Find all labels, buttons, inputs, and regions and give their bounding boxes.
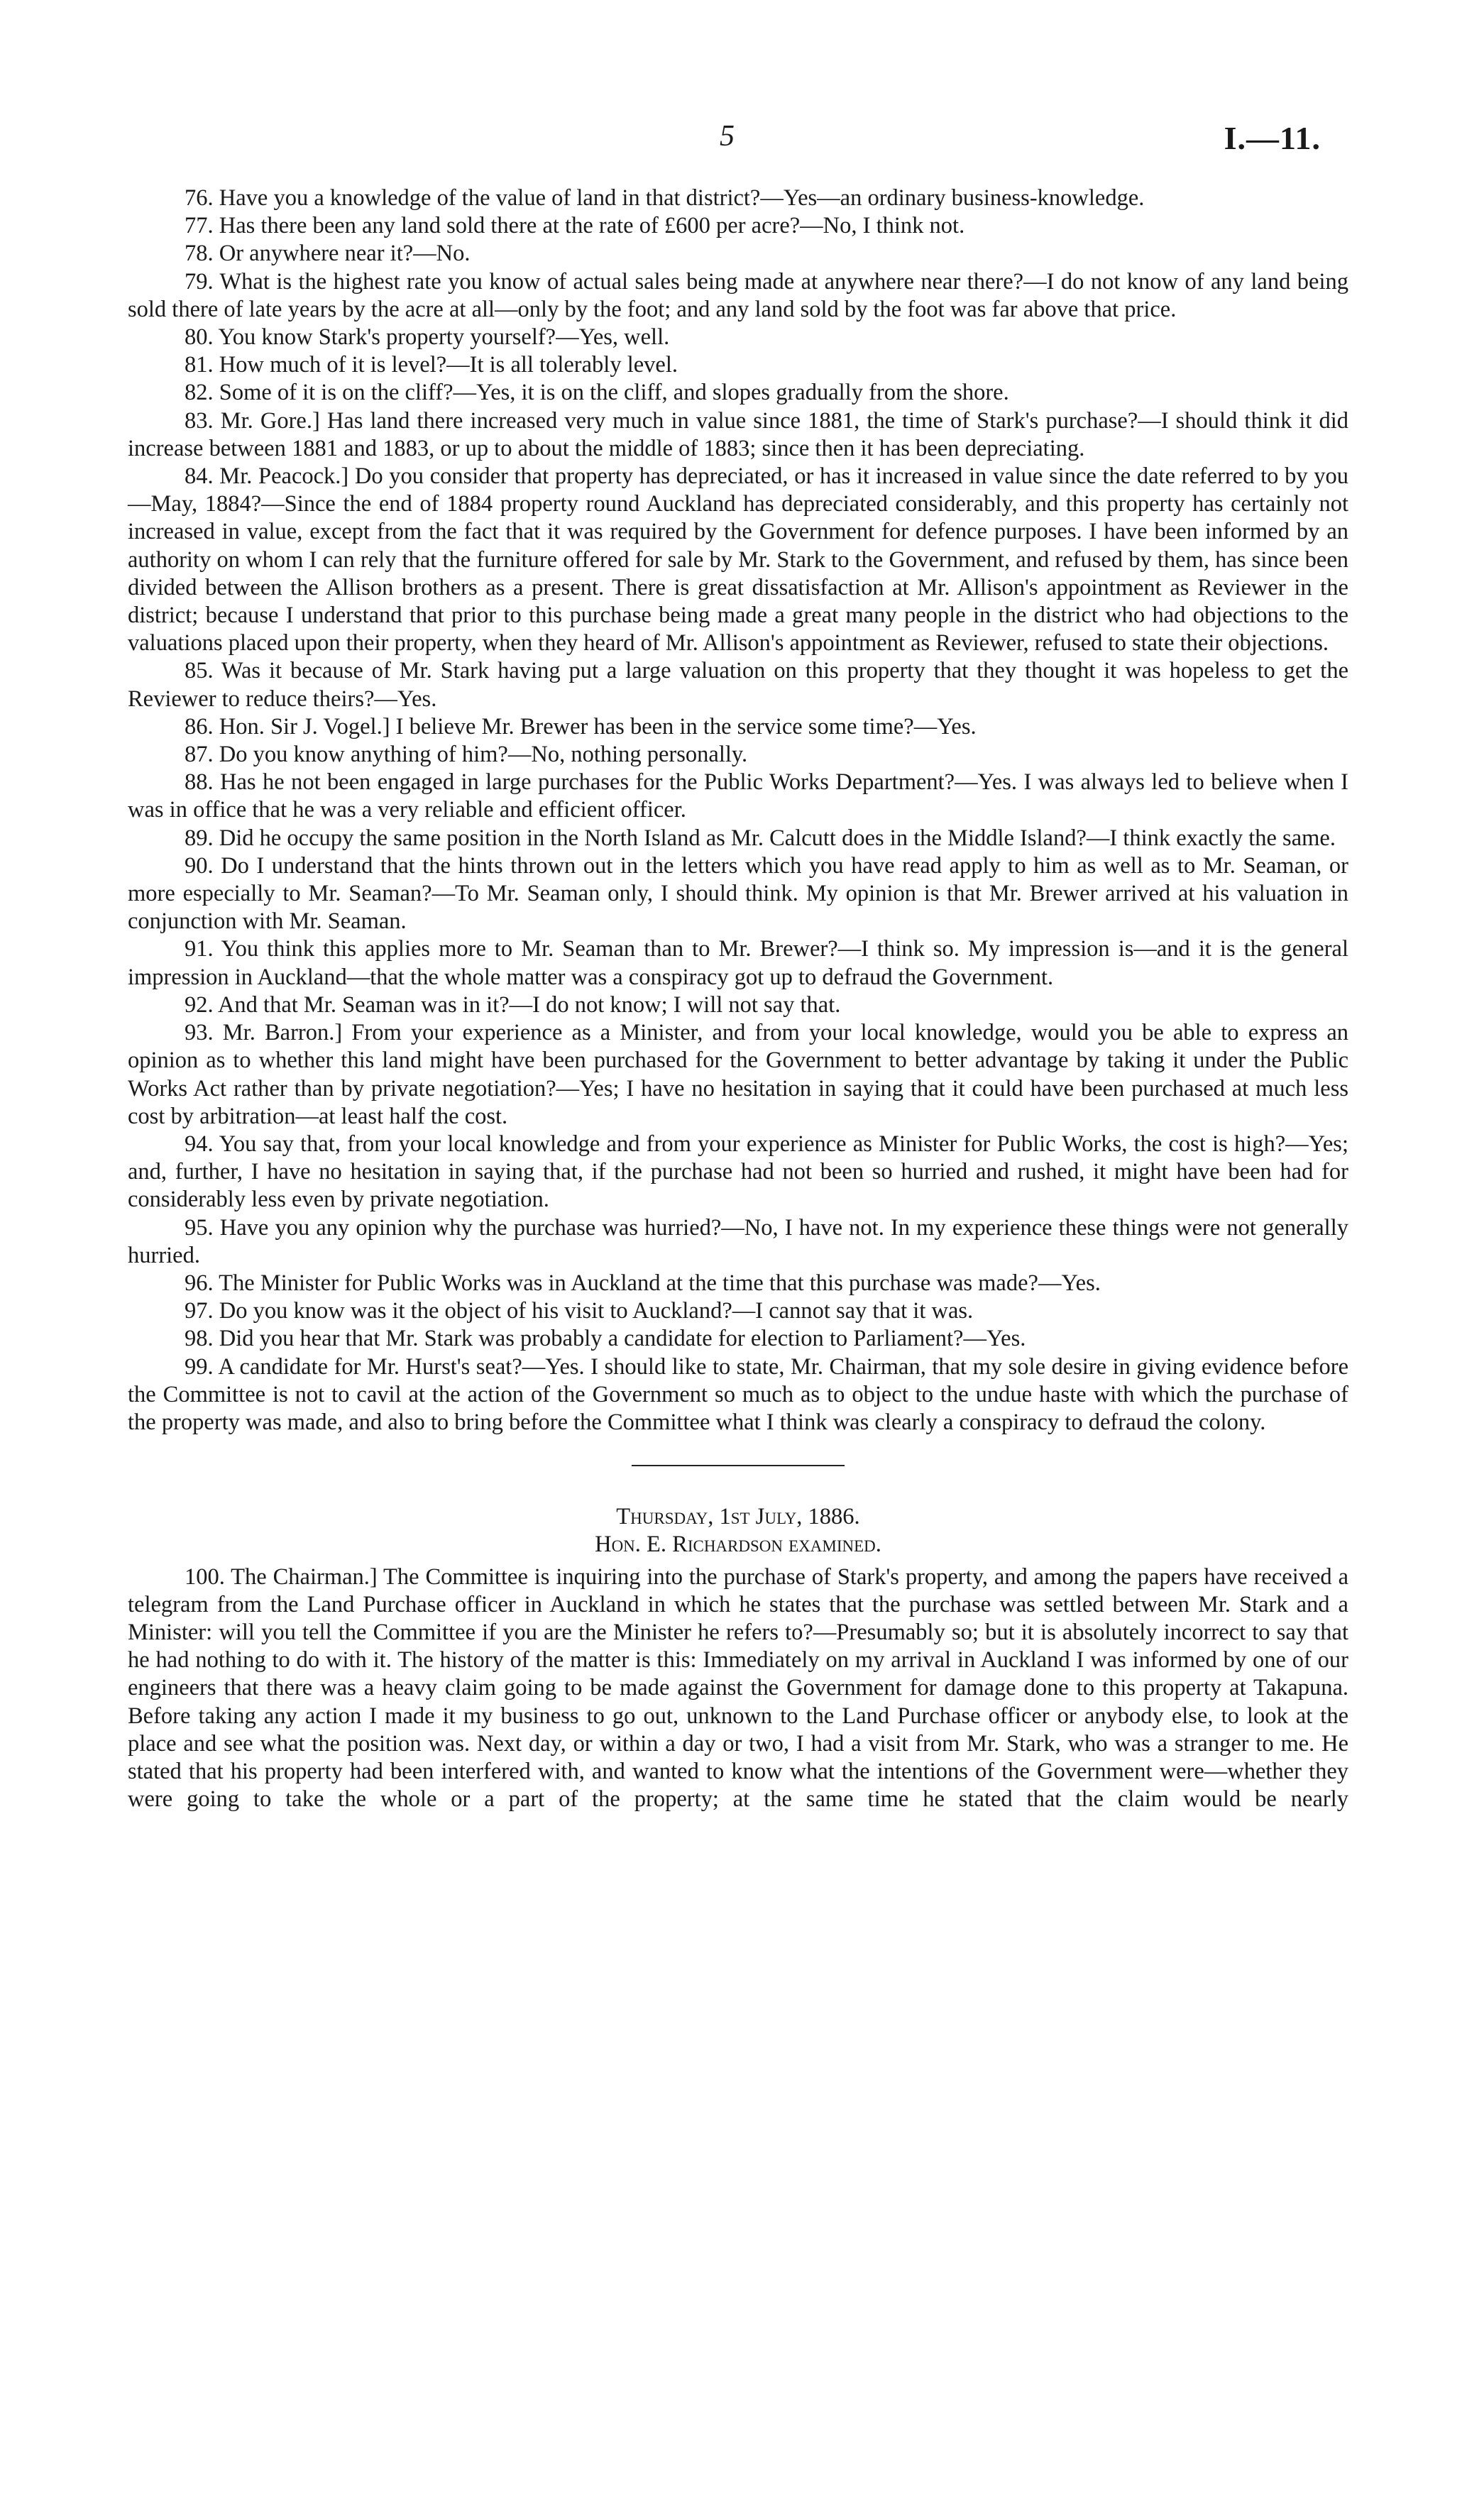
question-97: 97. Do you know was it the object of his visit to Auckland?—I cannot say that it was. [185,1298,974,1324]
question-98: 98. Did you hear that Mr. Stark was probably a candidate for election to Parliament?—Yes. [185,1326,1026,1352]
question-91: 91. You think this applies more to Mr. Seaman than to Mr. Brewer?—I think so. My impression is—and it is the general impression in Auckland—that the whole matter was a conspiracy got up to defraud the Government. [128,936,1348,990]
page-number: 5 [720,120,735,153]
question-94: 94. You say that, from your local knowledge and from your experience as Minister for Public Works, the cost is high?—Yes; and, further, I have no hesitation in saying that, if the purchase had not been so hurried and rushed, it might have been had for considerably less even by private negotiation. [128,1131,1348,1213]
question-87: 87. Do you know anything of him?—No, nothing personally. [185,742,748,768]
question-88: 88. Has he not been engaged in large purchases for the Public Works Department?—Yes. I was always led to believe when I was in office that he was a very reliable and efficient officer. [128,769,1348,823]
question-95: 95. Have you any opinion why the purchase was hurried?—No, I have not. In my experience these things were not generally hurried. [128,1214,1348,1268]
document-reference: I.—11. [1224,120,1321,156]
question-76: 76. Have you a knowledge of the value of land in that district?—Yes—an ordinary business-knowledge. [185,185,1145,211]
question-99: 99. A candidate for Mr. Hurst's seat?—Yes. I should like to state, Mr. Chairman, that my sole desire in giving evidence before the Committee is not to cavil at the action of the Government so much as to object to the undue haste with which the purchase of the property was made, and also to bring before the Committee what I think was clearly a conspiracy to defraud the colony. [128,1353,1348,1435]
question-80: 80. You know Stark's property yourself?—Yes, well. [185,324,670,351]
question-92: 92. And that Mr. Seaman was in it?—I do not know; I will not say that. [185,991,841,1018]
question-79: 79. What is the highest rate you know of actual sales being made at anywhere near there?—I do not know of any land being sold there of late years by the acre at all—only by the foot; and any land sold by the foot was far above that price. [128,268,1348,322]
section-divider [632,1465,845,1466]
question-100: 100. The Chairman.] The Committee is inquiring into the purchase of Stark's property, and among the papers have received a telegram from the Land Purchase officer in Auckland in which he states that the purchase was settled between Mr. Stark and a Minister: will you tell the Committee if you are the Minister he refers to?—Presumably so; but it is absolutely incorrect to say that he had nothing to do with it. The history of the matter is this: Immediately on my arrival in Auckland I was informed by one of our engineers that there was a heavy claim going to be made against the Government for damage done to this property at Takapuna. Before taking any action I made it my business to go out, unknown to the Land Purchase officer or anybody else, to look at the place and see what the position was. Next day, or within a day or two, I had a visit from Mr. Stark, who was a stranger to me. He stated that his property had been interfered with, and wanted to know what the intentions of the Government were—whether they were going to take the whole or a part of the property; at the same time he stated that the claim would be nearly [128,1563,1348,1813]
examined-heading: Hon. E. Richardson examined. [595,1532,881,1558]
question-81: 81. How much of it is level?—It is all tolerably level. [185,352,678,378]
question-93: 93. Mr. Barron.] From your experience as a Minister, and from your local knowledge, would you be able to express an opinion as to whether this land might have been purchased for the Government to better advantage by taking it under the Public Works Act rather than by private negotiation?—Yes; I have no hesitation in saying that it could have been purchased at much less cost by arbitration—at least half the cost. [128,1020,1348,1129]
evidence-body [128,185,1348,1813]
question-84: 84. Mr. Peacock.] Do you consider that property has depreciated, or has it increased in value since the date referred to by you—May, 1884?—Since the end of 1884 property round Auckland has depreciated considerably, and this property has certainly not increased in value, except from the fact that it was required by the Government for defence purposes. I have been informed by an authority on whom I can rely that the furniture offered for sale by Mr. Stark to the Government, and refused by them, has since been divided between the Allison brothers as a present. There is great dissatisfaction at Mr. Allison's appointment as Reviewer in the district; because I understand that prior to this purchase being made a great many people in the district who had objections to the valuations placed upon their property, when they heard of Mr. Allison's appointment as Reviewer, refused to state their objections. [128,463,1348,656]
question-82: 82. Some of it is on the cliff?—Yes, it is on the cliff, and slopes gradually from the shore. [185,380,1009,406]
question-90: 90. Do I understand that the hints thrown out in the letters which you have read apply to him as well as to Mr. Seaman, or more especially to Mr. Seaman?—To Mr. Seaman only, I should think. My opinion is that Mr. Brewer arrived at his valuation in conjunction with Mr. Seaman. [128,852,1348,935]
date-heading: Thursday, 1st July, 1886. [616,1504,860,1530]
question-86: 86. Hon. Sir J. Vogel.] I believe Mr. Brewer has been in the service some time?—Yes. [185,713,977,740]
question-77: 77. Has there been any land sold there at the rate of £600 per acre?—No, I think not. [185,213,965,239]
question-85: 85. Was it because of Mr. Stark having put a large valuation on this property that they thought it was hopeless to get the Reviewer to reduce theirs?—Yes. [128,658,1348,712]
question-83: 83. Mr. Gore.] Has land there increased very much in value since 1881, the time of Stark's purchase?—I should think it did increase between 1881 and 1883, or up to about the middle of 1883; since then it has been depreciating. [128,407,1348,461]
question-78: 78. Or anywhere near it?—No. [185,241,471,267]
question-96: 96. The Minister for Public Works was in Auckland at the time that this purchase was made?—Yes. [185,1270,1101,1296]
question-89: 89. Did he occupy the same position in the North Island as Mr. Calcutt does in the Middle Island?—I think exactly the same. [185,825,1336,851]
